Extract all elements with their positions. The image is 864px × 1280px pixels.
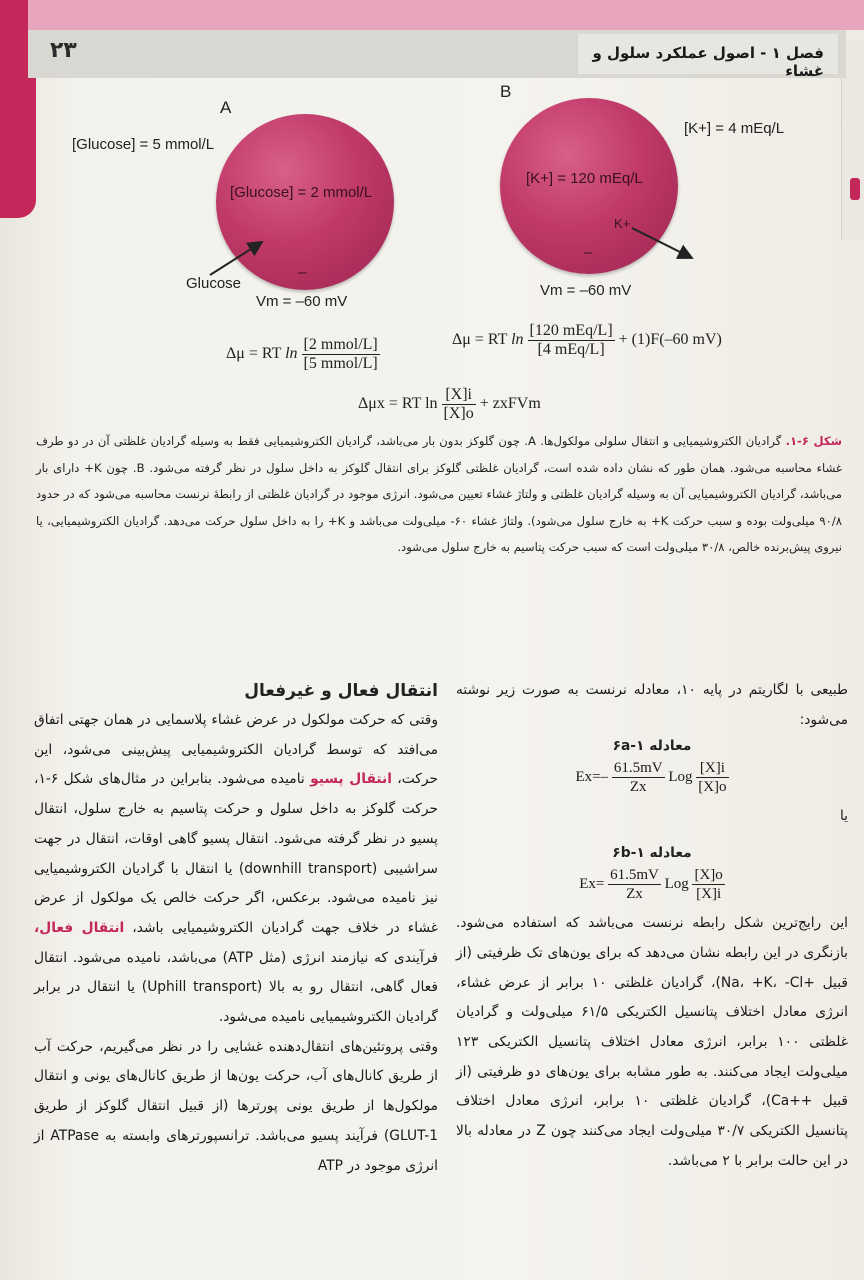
eq-b-den: [4 mEq/L] [537,341,605,358]
eq6a-num1: 61.5mV [613,760,663,777]
caption-label: شکل ۶-۱. [785,434,843,448]
eq6a-lhs: Ex=– [575,769,609,786]
eq-a-ln: ln [285,345,298,363]
panel-a-equation [226,336,380,373]
panel-a-outside-conc: [Glucose] = 5 mmol/L [72,136,215,153]
panel-b-vm: Vm = –60 mV [540,282,632,299]
right-column [456,676,848,1176]
caption-text: گرادیان الکتروشیمیایی و انتقال سلولی مولکول‌ها. A. چون گلوکز بدون بار می‌باشد، گرادیان الکتروشیمیایی فقط به وسیله گرادیان غلظتی آن در دو طرف غشاء محاسبه می‌شود. همان طور که نشان داده شده است، گرادیان غلظتی گلوکز برای انتقال گلوکز به داخل سلول در نظر گرفته می‌شود. B. چون K+ دارای بار می‌باشد، گرادیان الکتروشیمیایی آن به وسیله گرادیان غلظتی و ولتاژ غشاء تعیین می‌شود. انرژی موجود در گرادیان غلظتی از رابطهٔ نرنست محاسبه می‌شود که در حدود ۹۰/۸ میلی‌ولت بوده و سبب حرکت K+ به خارج سلول می‌شود). ولتاژ غشاء ۶۰- میلی‌ولت می‌باشد و K+ را به داخل سلول حرکت می‌دهد. گرادیان الکتروشیمیایی، یا نیروی پیش‌برنده خالص، ۳۰/۸ میلی‌ولت است که سبب حرکت پتاسیم به خارج سلول می‌شود. [36,434,842,555]
eq-a-num: [2 mmol/L] [303,336,378,353]
general-equation [358,386,541,423]
p1-part-b: نامیده می‌شود. بنابراین در مثال‌های شکل ۶-۱، حرکت گلوکز به داخل سلول و حرکت پتاسیم به خارج سلول، انتقال پسیو در نظر گرفته می‌شود. انتقال پسیو گاهی اوقات، انتقال در جهت سراشیبی (downhill transport) یا انتقال با گرادیان الکتروشیمیایی نیز نامیده می‌شود. برعکس، اگر حرکت خالص یک مولکول از عرض غشاء در خلاف جهت گرادیان الکتروشیمیایی باشد، [34,771,438,936]
page-header [28,30,846,78]
left-column [34,676,438,1181]
potassium-arrow-icon [626,222,706,272]
eq6a-den1: Zx [629,779,647,796]
p1-part-c: فرآیندی که نیازمند انرژی (مثل ATP) می‌باشد، نامیده می‌شود. انتقال فعال گاهی، انتقال رو به بالا (Uphill transport) یا انتقال در برابر گرادیان الکتروشیمیایی نامیده می‌شود. [34,949,438,1026]
eq-a-prefix: Δμ = RT [226,345,286,363]
panel-a-vm: Vm = –60 mV [256,293,348,310]
general-eq-suffix: + zxFVm [475,395,541,413]
eq6b-num1: 61.5mV [610,867,659,884]
or-word: یا [839,808,848,825]
general-eq-den: [X]o [443,405,474,422]
nernst-equation-a [456,759,848,796]
nernst-equation-b [456,866,848,903]
eq6b-den1: Zx [626,886,643,903]
general-eq-prefix: Δμx = RT ln [358,395,442,413]
figure-caption [36,428,842,561]
equation-a-label: معادله ۶a-۱ [612,738,692,755]
eq6a-log: Log [664,769,697,786]
section-heading: انتقال فعال و غیرفعال [244,681,438,701]
right-intro: طبیعی با لگاریتم در پایه ۱۰، معادله نرنست به صورت زیر نوشته می‌شود: [456,682,848,728]
p1-part-a: وقتی که حرکت مولکول در عرض غشاء پلاسمایی در همان جهتی اتفاق می‌افتد که توسط گرادیان الکتروشیمیایی پیش‌بینی می‌شود، این حرکت، [34,712,438,788]
eq6b-den2: [X]i [696,886,722,903]
equation-b-label: معادله ۶b-۱ [612,845,692,862]
top-color-band [28,0,864,30]
right-body: این رایج‌ترین شکل رابطه نرنست می‌باشد که استفاده می‌شود. بازنگری در این رابطه نشان می‌دهد که برای یون‌های تک ظرفیتی (از قبیل +Na، +K، -Cl)، گرادیان غلظتی ۱۰ برابر از عرض غشاء، انرژی معادل اختلاف پتانسیل الکتریکی ۶۱/۵ میلی‌ولت و گرادیان غلظتی ۱۰۰ برابر، انرژی معادل اختلاف پتانسیل الکتریکی ۱۲۳ میلی‌ولت ایجاد می‌کنند. به طور مشابه برای یون‌های دو ظرفیتی (از قبیل ++Ca)، گرادیان غلظتی ۱۰ برابر، انرژی معادل اختلاف پتانسیل الکتریکی ۳۰/۷ میلی‌ولت ایجاد می‌کنند چون Z در معادله بالا در این حالت برابر با ۲ می‌باشد. [456,915,848,1169]
panel-b-sign: – [584,244,593,261]
edge-marker [850,178,860,200]
eq-b-ln: ln [511,331,524,349]
chapter-title: فصل ۱ - اصول عملکرد سلول و غشاء [578,34,838,74]
eq-a-den: [5 mmol/L] [303,355,378,372]
term-active-transport: انتقال فعال، [34,919,125,936]
panel-b-particle: K+ [614,216,631,231]
panel-b-equation [452,322,722,359]
panel-b-label: B [500,82,512,101]
term-passive-transport: انتقال پسیو [310,771,392,788]
panel-a-label: A [220,98,232,117]
left-paragraph-1 [34,706,438,1033]
eq-b-num: [120 mEq/L] [529,322,613,339]
eq-b-prefix: Δμ = RT [452,331,512,349]
eq6a-num2: [X]i [696,759,728,778]
eq6b-log: Log [660,876,693,893]
eq6b-lhs: Ex= [579,876,605,893]
panel-a-sign: – [298,264,307,281]
panel-a-particle: Glucose [186,275,242,292]
eq6a-den2: [X]o [698,779,727,796]
panel-b-outside-conc: [K+] = 4 mEq/L [684,120,785,137]
panel-a-inside-conc: [Glucose] = 2 mmol/L [230,184,373,201]
eq6b-num2: [X]o [694,867,723,884]
general-eq-num: [X]i [442,386,476,405]
panel-b-inside-conc: [K+] = 120 mEq/L [526,170,643,187]
eq-b-suffix: + (1)F(–60 mV) [614,331,722,349]
page-number: ۲۳ [50,38,77,63]
left-paragraph-2: وقتی پروتئین‌های انتقال‌دهنده غشایی را در نظر می‌گیریم، حرکت آب از طریق کانال‌های آب، حرکت یون‌ها از طریق کانال‌های یونی و انتقال مولکول‌ها از طریق یونی پورترها (از قبیل انتقال گلوکز از طریق GLUT-1) فرآیند پسیو می‌باشد. ترانسپورترهای وابسته به ATPase از انرژی موجود در ATP [34,1038,438,1174]
